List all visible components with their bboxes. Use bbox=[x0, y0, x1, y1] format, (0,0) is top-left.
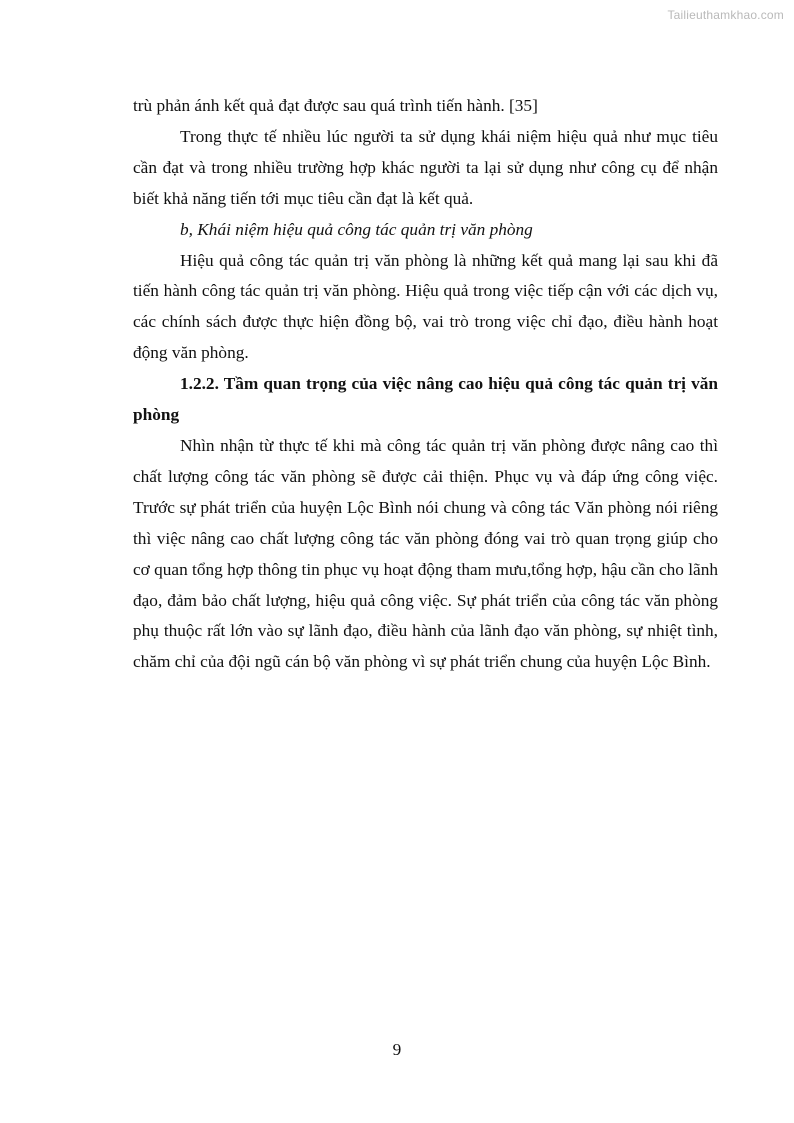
page-number: 9 bbox=[392, 1040, 402, 1059]
paragraph-importance: Nhìn nhận từ thực tế khi mà công tác quản trị văn phòng được nâng cao thì chất lượng công tác văn phòng sẽ được cải thiện. Phục vụ và đáp ứng công việc. Trước sự phát triển của huyện Lộc Bình nói chung và công tác Văn phòng nói riêng thì việc nâng cao chất lượng công tác văn phòng đóng vai trò quan trọng giúp cho cơ quan tổng hợp thông tin phục vụ hoạt động tham mưu,tổng hợp, hậu cần cho lãnh đạo, đảm bảo chất lượng, hiệu quả công việc. Sự phát triển của công tác văn phòng phụ thuộc rất lớn vào sự lãnh đạo, điều hành của lãnh đạo văn phòng, sự nhiệt tình, chăm chỉ của đội ngũ cán bộ văn phòng vì sự phát triển chung của huyện Lộc Bình. bbox=[133, 435, 718, 672]
paragraph-effectiveness-usage: Trong thực tế nhiều lúc người ta sử dụng khái niệm hiệu quả như mục tiêu cần đạt và trong nhiều trường hợp khác người ta lại sử dụng như công cụ để nhận biết khả năng tiến tới mục tiêu cần đạt là kết quả. bbox=[133, 126, 718, 208]
watermark-text: Tailieuthamkhao.com bbox=[667, 8, 784, 22]
section-heading-1-2-2: 1.2.2. Tầm quan trọng của việc nâng cao hiệu quả công tác quản trị văn phòng bbox=[133, 374, 718, 425]
document-body bbox=[133, 91, 718, 678]
paragraph-office-effectiveness: Hiệu quả công tác quản trị văn phòng là những kết quả mang lại sau khi đã tiến hành công tác quản trị văn phòng. Hiệu quả trong việc tiếp cận với các dịch vụ, các chính sách được thực hiện đồng bộ, vai trò trong việc chỉ đạo, điều hành hoạt động văn phòng. bbox=[133, 250, 718, 363]
subsection-title-b: b, Khái niệm hiệu quả công tác quản trị văn phòng bbox=[180, 219, 533, 239]
paragraph-continuation: trù phản ánh kết quả đạt được sau quá trình tiến hành. [35] bbox=[133, 96, 538, 115]
